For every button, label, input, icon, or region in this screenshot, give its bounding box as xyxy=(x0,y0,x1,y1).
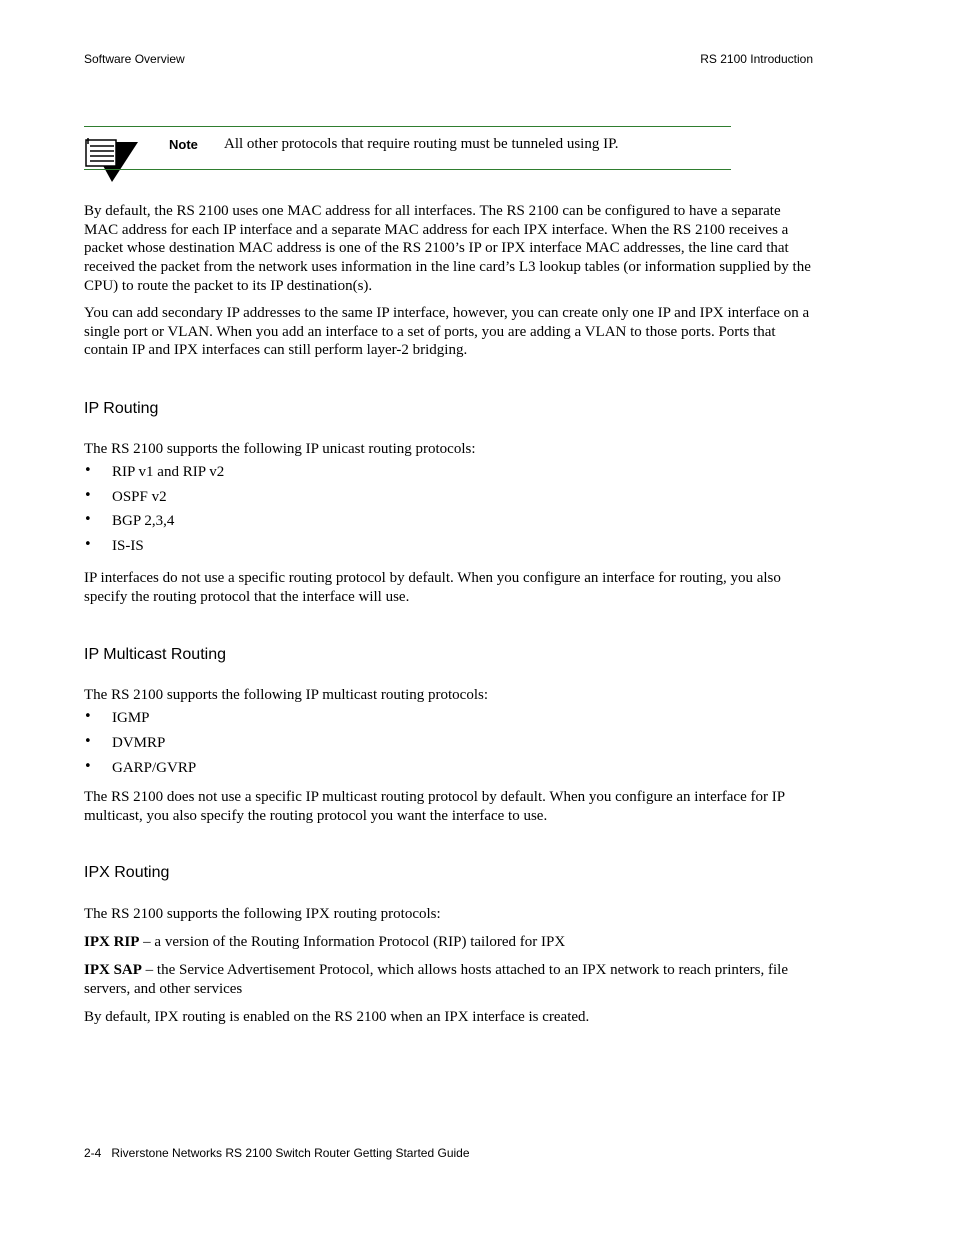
ipx-routing-after: By default, IPX routing is enabled on the RS 2100 when an IPX interface is created. xyxy=(84,1009,590,1025)
ipx-sap-desc: – the Service Advertisement Protocol, which allows hosts attached to an IPX network to reach printers, file servers, and other services xyxy=(84,962,789,997)
bullet-icon: • xyxy=(84,734,92,749)
note-label: Note xyxy=(169,137,198,152)
page-footer xyxy=(84,1146,470,1160)
bullet-icon: • xyxy=(84,488,92,503)
ip-multicast-heading: IP Multicast Routing xyxy=(84,646,226,663)
ip-multicast-lead: The RS 2100 supports the following IP multicast routing protocols: xyxy=(84,687,489,703)
note-pad-icon xyxy=(84,138,140,184)
ipx-sap-term: IPX SAP xyxy=(84,962,142,978)
note-bottom-rule xyxy=(84,169,731,170)
footer-title: Riverstone Networks RS 2100 Switch Router Getting Started Guide xyxy=(111,1146,470,1160)
ipx-routing-lead: The RS 2100 supports the following IPX routing protocols: xyxy=(84,906,441,922)
bullet-icon: • xyxy=(84,512,92,527)
ip-routing-heading: IP Routing xyxy=(84,400,159,417)
bullet-icon: • xyxy=(84,463,92,478)
intro-paragraph-2: You can add secondary IP addresses to the same IP interface, however, you can create only one IP and IPX interface on a single port or VLAN. When you add an interface to a set of ports, you are adding a VLAN to those ports. Ports that contain IP and IPX interfaces can still perform layer-2 bridging. xyxy=(84,305,810,359)
page-number: 2-4 xyxy=(84,1146,102,1160)
ip-multicast-after: The RS 2100 does not use a specific IP multicast routing protocol by default. When you configure an interface for IP multicast, you also specify the routing protocol you want the interface to use. xyxy=(84,789,785,824)
ip-routing-lead: The RS 2100 supports the following IP unicast routing protocols: xyxy=(84,441,476,457)
running-header-left: Software Overview xyxy=(84,52,185,66)
bullet-icon: • xyxy=(84,537,92,552)
ipx-rip-paragraph xyxy=(84,933,814,952)
ipx-routing-heading: IPX Routing xyxy=(84,864,170,881)
intro-paragraph-1: By default, the RS 2100 uses one MAC address for all interfaces. The RS 2100 can be configured to have a separate MAC address for each IP interface and a separate MAC address for each IPX interface. When the RS 2100 receives a packet whose destination MAC address is one of the RS 2100’s IP or IPX interface MAC addresses, the line card that received the packet from the network uses information in the line card’s L3 lookup tables (or information supplied by the CPU) to route the packet to its IP destination(s). xyxy=(84,203,811,294)
document-page: Software Overview RS 2100 Introduction Note All other protocols that require routing must be tunneled using IP. By default, the RS 2100 uses one MAC address for all interfaces. The RS 2100 can be configured to have a separate MAC address for each IP interface and a separate MAC address for each IPX interface. When the RS 2100 receives a packet whose destination MAC address is one of the RS 2100’s IP or IPX interface MAC addresses, the line card that received the packet from the network uses information in the line card’s L3 lookup tables (or information supplied by the CPU) to route the packet to its IP destination(s). You can add secondary IP addresses to the same IP interface, however, you can create only one IP and IPX interface on a single port or VLAN. When you add an interface to a set of ports, you are adding a VLAN to those ports. Ports that contain IP and IPX interfaces can still perform layer-2 bridging. IP Routing The RS 2100 supports the following IP unicast routing protocols: • RIP v1 and RIP v2 • OSPF v2 • BGP 2,3,4 • IS-IS IP interfaces do not use a specific routing protocol by default. When you configure an interface for routing, you also specify the routing protocol that the interface will use. IP Multicast Routing The RS 2100 supports the following IP multicast routing protocols: • IGMP • DVMRP • GARP/GVRP The RS 2100 does not use a specific IP multicast routing protocol by default. When you configure an interface for IP multicast, you also specify the routing protocol you want the interface to use. IPX Routing The RS 2100 supports the following IPX routing protocols: IPX RIP – a version of the Routing Information Protocol (RIP) tailored for IPX IPX SAP – the Service Advertisement Protocol, which allows hosts attached to an IPX network to reach printers, file servers, and other services By default, IPX routing is enabled on the RS 2100 when an IPX interface is created. 2-4 Riverstone Networks RS 2100 Switch Router Getting Started Guide xyxy=(84,52,813,1160)
bullet-icon: • xyxy=(84,759,92,774)
ipx-rip-desc: – a version of the Routing Information Protocol (RIP) tailored for IPX xyxy=(139,934,566,950)
running-header-right: RS 2100 Introduction xyxy=(700,52,813,66)
bullet-icon: • xyxy=(84,709,92,724)
ipx-rip-term: IPX RIP xyxy=(84,934,140,950)
note-top-rule xyxy=(84,126,731,127)
ipx-sap-paragraph xyxy=(84,961,814,998)
ip-routing-after: IP interfaces do not use a specific routing protocol by default. When you configure an interface for routing, you also specify the routing protocol that the interface will use. xyxy=(84,570,781,605)
note-text: All other protocols that require routing must be tunneled using IP. xyxy=(224,136,619,152)
